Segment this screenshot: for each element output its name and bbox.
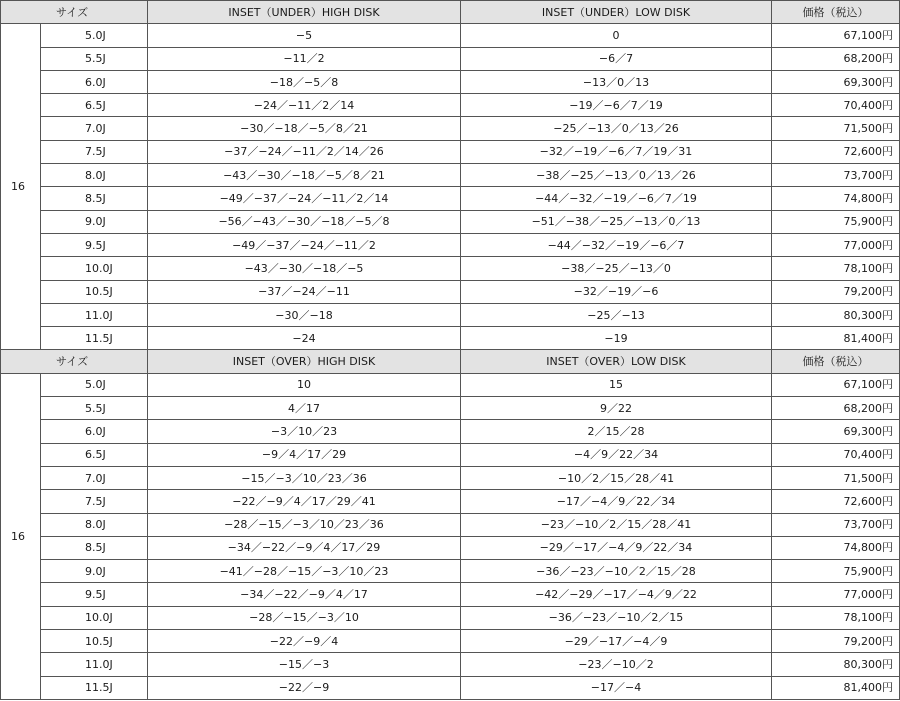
size-cell: 5.5J bbox=[41, 397, 148, 420]
table-row bbox=[1, 164, 900, 187]
size-cell: 10.5J bbox=[41, 630, 148, 653]
table-body bbox=[1, 1, 900, 700]
table-row bbox=[1, 303, 900, 326]
table-row bbox=[1, 583, 900, 606]
high-disk-cell: −37／−24／−11／2／14／26 bbox=[148, 140, 461, 163]
table-row bbox=[1, 536, 900, 559]
high-disk-cell: −3／10／23 bbox=[148, 420, 461, 443]
size-cell: 7.0J bbox=[41, 117, 148, 140]
high-disk-cell: −34／−22／−9／4／17 bbox=[148, 583, 461, 606]
size-cell: 7.0J bbox=[41, 466, 148, 489]
low-disk-cell: −44／−32／−19／−6／7／19 bbox=[461, 187, 772, 210]
price-cell: 73,700円 bbox=[772, 513, 900, 536]
table-row bbox=[1, 140, 900, 163]
high-disk-cell: 4／17 bbox=[148, 397, 461, 420]
low-disk-cell: −10／2／15／28／41 bbox=[461, 466, 772, 489]
high-disk-cell: −22／−9／4／17／29／41 bbox=[148, 490, 461, 513]
low-disk-header: INSET（OVER）LOW DISK bbox=[461, 350, 772, 373]
table-row bbox=[1, 47, 900, 70]
low-disk-cell: 9／22 bbox=[461, 397, 772, 420]
high-disk-cell: −28／−15／−3／10 bbox=[148, 606, 461, 629]
table-row bbox=[1, 653, 900, 676]
size-cell: 9.0J bbox=[41, 210, 148, 233]
price-cell: 81,400円 bbox=[772, 676, 900, 699]
low-disk-cell: −29／−17／−4／9 bbox=[461, 630, 772, 653]
price-cell: 81,400円 bbox=[772, 327, 900, 350]
table-row bbox=[1, 443, 900, 466]
price-header: 価格（税込） bbox=[772, 1, 900, 24]
low-disk-cell: −29／−17／−4／9／22／34 bbox=[461, 536, 772, 559]
table-row bbox=[1, 233, 900, 256]
price-cell: 70,400円 bbox=[772, 443, 900, 466]
high-disk-cell: 10 bbox=[148, 373, 461, 396]
rim-diameter-cell: 16 bbox=[1, 373, 41, 699]
size-cell: 6.5J bbox=[41, 94, 148, 117]
header-row bbox=[1, 350, 900, 373]
price-header: 価格（税込） bbox=[772, 350, 900, 373]
price-cell: 67,100円 bbox=[772, 373, 900, 396]
high-disk-cell: −18／−5／8 bbox=[148, 70, 461, 93]
price-cell: 69,300円 bbox=[772, 420, 900, 443]
table-row bbox=[1, 187, 900, 210]
table-row bbox=[1, 373, 900, 396]
size-cell: 6.0J bbox=[41, 420, 148, 443]
high-disk-cell: −22／−9 bbox=[148, 676, 461, 699]
size-cell: 9.5J bbox=[41, 233, 148, 256]
table-row bbox=[1, 94, 900, 117]
size-cell: 8.5J bbox=[41, 536, 148, 559]
price-cell: 80,300円 bbox=[772, 303, 900, 326]
table-row bbox=[1, 466, 900, 489]
high-disk-cell: −43／−30／−18／−5／8／21 bbox=[148, 164, 461, 187]
price-cell: 74,800円 bbox=[772, 187, 900, 210]
price-cell: 71,500円 bbox=[772, 466, 900, 489]
low-disk-cell: −44／−32／−19／−6／7 bbox=[461, 233, 772, 256]
low-disk-cell: −42／−29／−17／−4／9／22 bbox=[461, 583, 772, 606]
size-cell: 5.0J bbox=[41, 24, 148, 47]
table-row bbox=[1, 70, 900, 93]
size-cell: 9.0J bbox=[41, 560, 148, 583]
low-disk-cell: −17／−4 bbox=[461, 676, 772, 699]
table-row bbox=[1, 606, 900, 629]
low-disk-cell: −13／0／13 bbox=[461, 70, 772, 93]
table-row bbox=[1, 560, 900, 583]
size-cell: 11.5J bbox=[41, 327, 148, 350]
low-disk-cell: −19 bbox=[461, 327, 772, 350]
table-row bbox=[1, 257, 900, 280]
low-disk-cell: −23／−10／2 bbox=[461, 653, 772, 676]
size-cell: 10.0J bbox=[41, 606, 148, 629]
low-disk-cell: −32／−19／−6／7／19／31 bbox=[461, 140, 772, 163]
low-disk-cell: −25／−13 bbox=[461, 303, 772, 326]
table-row bbox=[1, 397, 900, 420]
table-row bbox=[1, 210, 900, 233]
price-cell: 72,600円 bbox=[772, 490, 900, 513]
high-disk-cell: −9／4／17／29 bbox=[148, 443, 461, 466]
size-cell: 6.5J bbox=[41, 443, 148, 466]
size-cell: 8.5J bbox=[41, 187, 148, 210]
price-cell: 68,200円 bbox=[772, 47, 900, 70]
high-disk-cell: −5 bbox=[148, 24, 461, 47]
high-disk-cell: −15／−3 bbox=[148, 653, 461, 676]
low-disk-cell: 15 bbox=[461, 373, 772, 396]
table-row bbox=[1, 24, 900, 47]
low-disk-cell: 2／15／28 bbox=[461, 420, 772, 443]
table-row bbox=[1, 280, 900, 303]
low-disk-cell: −4／9／22／34 bbox=[461, 443, 772, 466]
low-disk-cell: −23／−10／2／15／28／41 bbox=[461, 513, 772, 536]
high-disk-cell: −37／−24／−11 bbox=[148, 280, 461, 303]
price-cell: 74,800円 bbox=[772, 536, 900, 559]
high-disk-cell: −22／−9／4 bbox=[148, 630, 461, 653]
price-cell: 79,200円 bbox=[772, 630, 900, 653]
price-cell: 68,200円 bbox=[772, 397, 900, 420]
price-cell: 77,000円 bbox=[772, 583, 900, 606]
high-disk-cell: −49／−37／−24／−11／2 bbox=[148, 233, 461, 256]
high-disk-cell: −24 bbox=[148, 327, 461, 350]
price-cell: 69,300円 bbox=[772, 70, 900, 93]
size-cell: 7.5J bbox=[41, 490, 148, 513]
size-cell: 7.5J bbox=[41, 140, 148, 163]
high-disk-cell: −30／−18／−5／8／21 bbox=[148, 117, 461, 140]
low-disk-cell: −19／−6／7／19 bbox=[461, 94, 772, 117]
table-row bbox=[1, 490, 900, 513]
high-disk-cell: −15／−3／10／23／36 bbox=[148, 466, 461, 489]
table-row bbox=[1, 327, 900, 350]
price-cell: 79,200円 bbox=[772, 280, 900, 303]
size-cell: 8.0J bbox=[41, 513, 148, 536]
size-cell: 10.5J bbox=[41, 280, 148, 303]
low-disk-cell: −36／−23／−10／2／15 bbox=[461, 606, 772, 629]
high-disk-cell: −11／2 bbox=[148, 47, 461, 70]
high-disk-cell: −34／−22／−9／4／17／29 bbox=[148, 536, 461, 559]
size-cell: 5.0J bbox=[41, 373, 148, 396]
price-cell: 78,100円 bbox=[772, 257, 900, 280]
size-cell: 11.0J bbox=[41, 653, 148, 676]
size-cell: 6.0J bbox=[41, 70, 148, 93]
size-cell: 11.5J bbox=[41, 676, 148, 699]
high-disk-cell: −30／−18 bbox=[148, 303, 461, 326]
price-cell: 73,700円 bbox=[772, 164, 900, 187]
size-cell: 11.0J bbox=[41, 303, 148, 326]
price-cell: 70,400円 bbox=[772, 94, 900, 117]
low-disk-cell: −36／−23／−10／2／15／28 bbox=[461, 560, 772, 583]
high-disk-cell: −49／−37／−24／−11／2／14 bbox=[148, 187, 461, 210]
low-disk-cell: −38／−25／−13／0／13／26 bbox=[461, 164, 772, 187]
high-disk-header: INSET（OVER）HIGH DISK bbox=[148, 350, 461, 373]
low-disk-cell: −38／−25／−13／0 bbox=[461, 257, 772, 280]
price-cell: 72,600円 bbox=[772, 140, 900, 163]
low-disk-header: INSET（UNDER）LOW DISK bbox=[461, 1, 772, 24]
high-disk-header: INSET（UNDER）HIGH DISK bbox=[148, 1, 461, 24]
low-disk-cell: −6／7 bbox=[461, 47, 772, 70]
header-row bbox=[1, 1, 900, 24]
high-disk-cell: −41／−28／−15／−3／10／23 bbox=[148, 560, 461, 583]
size-header: サイズ bbox=[1, 1, 148, 24]
low-disk-cell: −25／−13／0／13／26 bbox=[461, 117, 772, 140]
table-row bbox=[1, 513, 900, 536]
low-disk-cell: −51／−38／−25／−13／0／13 bbox=[461, 210, 772, 233]
size-header: サイズ bbox=[1, 350, 148, 373]
rim-diameter-cell: 16 bbox=[1, 24, 41, 350]
high-disk-cell: −56／−43／−30／−18／−5／8 bbox=[148, 210, 461, 233]
size-cell: 8.0J bbox=[41, 164, 148, 187]
high-disk-cell: −43／−30／−18／−5 bbox=[148, 257, 461, 280]
size-cell: 5.5J bbox=[41, 47, 148, 70]
size-cell: 9.5J bbox=[41, 583, 148, 606]
low-disk-cell: −17／−4／9／22／34 bbox=[461, 490, 772, 513]
table-row bbox=[1, 420, 900, 443]
low-disk-cell: 0 bbox=[461, 24, 772, 47]
size-cell: 10.0J bbox=[41, 257, 148, 280]
table-row bbox=[1, 630, 900, 653]
price-cell: 78,100円 bbox=[772, 606, 900, 629]
price-cell: 75,900円 bbox=[772, 560, 900, 583]
high-disk-cell: −28／−15／−3／10／23／36 bbox=[148, 513, 461, 536]
price-cell: 67,100円 bbox=[772, 24, 900, 47]
price-cell: 77,000円 bbox=[772, 233, 900, 256]
table-row bbox=[1, 117, 900, 140]
high-disk-cell: −24／−11／2／14 bbox=[148, 94, 461, 117]
low-disk-cell: −32／−19／−6 bbox=[461, 280, 772, 303]
price-cell: 80,300円 bbox=[772, 653, 900, 676]
price-cell: 75,900円 bbox=[772, 210, 900, 233]
price-cell: 71,500円 bbox=[772, 117, 900, 140]
table-row bbox=[1, 676, 900, 699]
